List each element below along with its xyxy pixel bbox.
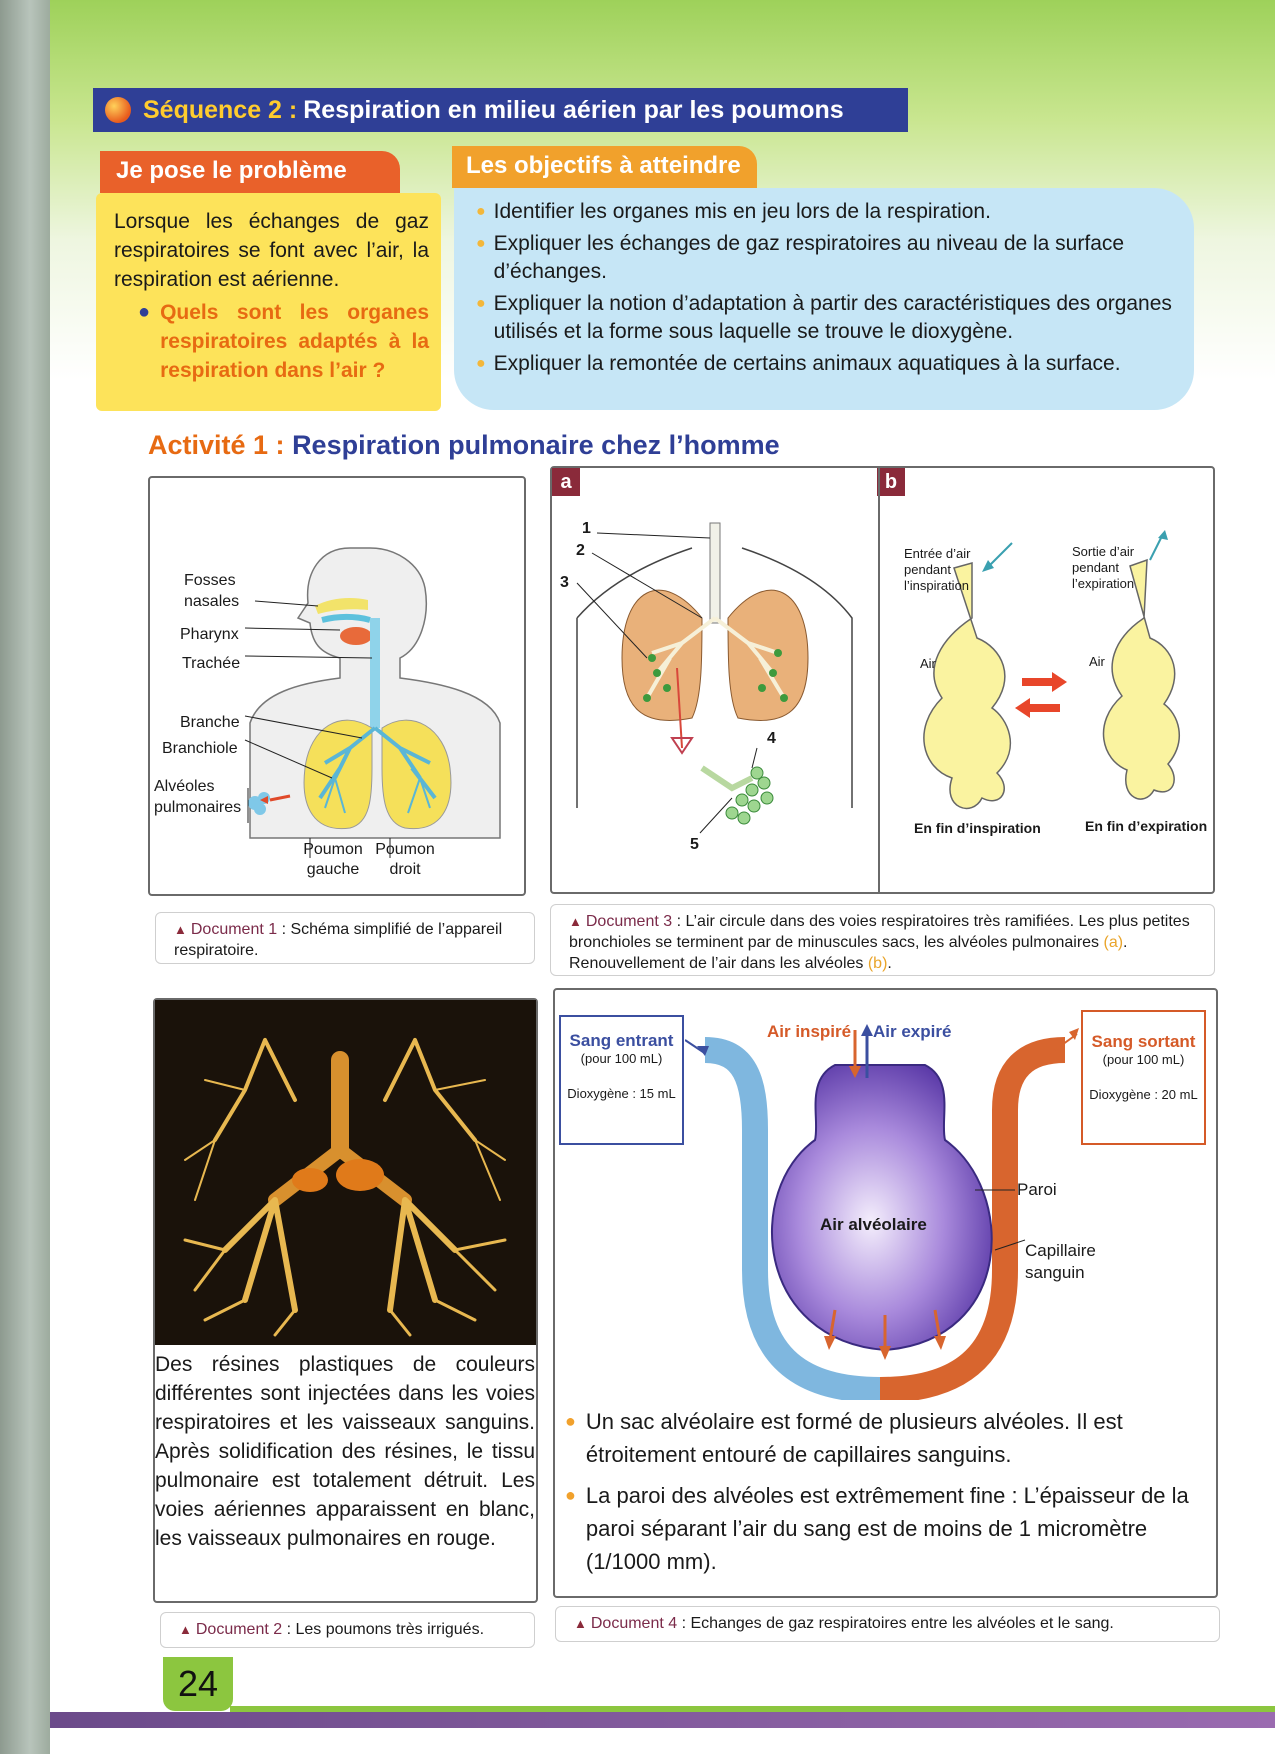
bullet-icon: ● (565, 1485, 576, 1505)
problem-tab: Je pose le problème (100, 151, 400, 193)
triangle-icon: ▲ (569, 914, 582, 929)
objective-text: Identifier les organes mis en jeu lors de la respiration. (493, 200, 991, 223)
sequence-number: Séquence 2 : (143, 95, 298, 124)
objective-text: Expliquer les échanges de gaz respiratoires au niveau de la surface d’échanges. (493, 232, 1125, 283)
sang-entrant-unit: (pour 100 mL) (580, 1051, 663, 1066)
doc3-caption-text3: . (887, 955, 892, 972)
label-pharynx: Pharynx (180, 626, 239, 643)
doc4-text (565, 1405, 1215, 1586)
panel-divider (878, 468, 880, 892)
label-air-expire: Air expiré (873, 1022, 952, 1041)
label-air-2: Air (1089, 654, 1105, 669)
objective-text: Expliquer la remontée de certains animaux aquatiques à la surface. (493, 352, 1121, 375)
label-poumon-droit: Poumon droit (375, 841, 435, 878)
objectives-tab: Les objectifs à atteindre (452, 146, 757, 188)
objective-text: Expliquer la notion d’adaptation à partir des caractéristiques des organes utilisés et la forme sous laquelle se trouve le dioxygène. (493, 292, 1172, 343)
problem-question (114, 298, 429, 385)
doc3-caption-text1: : L’air circule dans des voies respiratoires très ramifiées. Les plus petites bronchioles se terminent par de minuscules sacs, les alvéoles pulmonaires (569, 913, 1190, 951)
number-2: 2 (576, 542, 585, 559)
bullet-icon: ● (476, 235, 486, 252)
label-capillaire: Capillaire sanguin (1025, 1241, 1096, 1282)
triangle-icon: ▲ (574, 1616, 587, 1631)
activity-title (148, 430, 780, 461)
number-5: 5 (690, 836, 699, 853)
respiratory-system-diagram (150, 478, 524, 894)
doc1-caption (155, 912, 535, 964)
doc4-bullet-text: La paroi des alvéoles est extrêmement fine : L’épaisseur de la paroi séparant l’air du sang est de moins de 1 micromètre (1/1000 mm). (585, 1483, 1189, 1574)
doc3-caption-a: (a) (1103, 934, 1124, 951)
doc1-caption-text: : Schéma simplifié de l’appareil respiratoire. (174, 921, 503, 959)
activity-name: Respiration pulmonaire chez l’homme (292, 430, 780, 460)
bullet-icon: ● (138, 301, 151, 323)
bullet-icon: ● (476, 203, 486, 220)
doc2-caption-text: : Les poumons très irrigués. (282, 1621, 485, 1638)
label-fin-expiration: En fin d’expiration (1085, 818, 1208, 834)
bullet-icon: ● (476, 355, 486, 372)
tag-a: a (552, 468, 580, 496)
doc4-caption-label: Document 4 (590, 1615, 678, 1632)
label-trachee: Trachée (182, 655, 241, 672)
lung-cast-photo (155, 1000, 536, 1345)
triangle-icon: ▲ (179, 1622, 192, 1637)
problem-text: Lorsque les échanges de gaz respiratoires se font avec l’air, la respiration est aérienne. (114, 210, 429, 291)
doc1-panel (148, 476, 526, 896)
problem-box (96, 193, 441, 411)
doc1-caption-label: Document 1 (190, 921, 278, 938)
label-alveoles: Alvéoles pulmonaires (154, 778, 242, 816)
bottom-bar (50, 1712, 1275, 1728)
doc4-bullet-text: Un sac alvéolaire est formé de plusieurs alvéoles. Il est étroitement entouré de capillaires sanguins. (585, 1409, 1123, 1467)
label-air-inspire: Air inspiré (767, 1022, 852, 1041)
objective-item (476, 350, 1174, 378)
number-3: 3 (560, 574, 569, 591)
label-sortie-air: Sortie d’air pendant l’expiration (1072, 544, 1135, 591)
page-number: 24 (163, 1657, 233, 1711)
bullet-icon: ● (476, 295, 486, 312)
doc4-caption (555, 1606, 1220, 1642)
label-air-1: Air (920, 656, 936, 671)
doc4-bullet (565, 1479, 1215, 1578)
bronchial-tree-diagram (552, 468, 878, 892)
label-air-alveolaire: Air alvéolaire (820, 1215, 927, 1234)
label-poumon-gauche: Poumon gauche (303, 841, 363, 878)
activity-number: Activité 1 : (148, 430, 285, 460)
sang-sortant-o2: Dioxygène : 20 mL (1089, 1087, 1198, 1102)
number-4: 4 (767, 730, 776, 747)
sequence-banner (93, 88, 908, 132)
doc4-caption-text: : Echanges de gaz respiratoires entre les alvéoles et le sang. (677, 1615, 1114, 1632)
doc3-caption-b: (b) (867, 955, 888, 972)
objective-item (476, 198, 1174, 226)
page-edge (0, 0, 50, 1754)
sequence-title: Respiration en milieu aérien par les poumons (303, 95, 844, 124)
problem-question-text: Quels sont les organes respiratoires adaptés à la respiration dans l’air ? (160, 301, 429, 382)
doc4-bullet (565, 1405, 1215, 1471)
objective-item (476, 230, 1174, 286)
alveolus-exchange-diagram (685, 1010, 1080, 1400)
doc2-text: Des résines plastiques de couleurs différentes sont injectées dans les voies respiratoires et les vaisseaux sanguins. Après solidification des résines, le tissu pulmonaire est totalement détruit. Les voies aériennes apparaissent en blanc, les vaisseaux pulmonaires en rouge. (155, 1353, 535, 1550)
bullet-icon: ● (565, 1411, 576, 1431)
doc3-caption (550, 904, 1215, 976)
sang-sortant-box (1081, 1010, 1206, 1145)
doc3-caption-text2: . Renouvellement de l’air dans les alvéoles (569, 934, 1128, 972)
bullet-circle-icon (105, 97, 131, 123)
objectives-box (454, 188, 1194, 410)
doc2-caption-label: Document 2 (195, 1621, 283, 1638)
sang-entrant-o2: Dioxygène : 15 mL (567, 1086, 676, 1101)
label-fosses-nasales: Fosses nasales (184, 572, 240, 610)
doc3-caption-label: Document 3 (585, 913, 673, 930)
label-fin-inspiration: En fin d’inspiration (914, 820, 1041, 836)
label-paroi: Paroi (1017, 1180, 1057, 1199)
tag-b: b (877, 468, 905, 496)
sang-sortant-unit: (pour 100 mL) (1102, 1052, 1185, 1067)
sang-sortant-title: Sang sortant (1091, 1032, 1196, 1051)
sang-entrant-title: Sang entrant (569, 1031, 674, 1050)
objective-item (476, 290, 1174, 346)
doc3-panel (550, 466, 1215, 894)
doc2-caption (160, 1612, 535, 1648)
label-branchiole: Branchiole (162, 740, 238, 757)
triangle-icon: ▲ (174, 922, 187, 937)
label-entree-air: Entrée d’air pendant l’inspiration (904, 546, 971, 593)
number-1: 1 (582, 520, 591, 537)
label-branche: Branche (180, 714, 240, 731)
sang-entrant-box (559, 1015, 684, 1145)
